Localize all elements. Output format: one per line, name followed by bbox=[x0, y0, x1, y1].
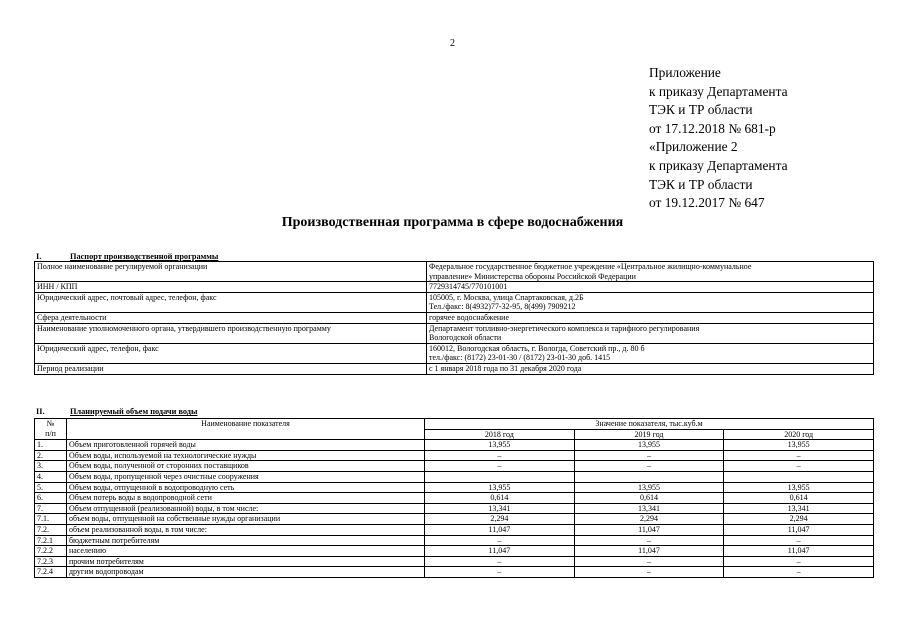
row-value: 13,955 bbox=[425, 440, 575, 451]
row-value: – bbox=[574, 450, 724, 461]
row-name: бюджетным потребителям bbox=[66, 535, 424, 546]
passport-value bbox=[427, 312, 874, 323]
passport-value-line: 160012, Вологодская область, г. Вологда, Советский пр., д. 80 б bbox=[429, 343, 645, 353]
passport-value-line: горячее водоснабжение bbox=[429, 312, 509, 322]
row-value: – bbox=[724, 461, 874, 472]
row-value: 0,614 bbox=[574, 493, 724, 504]
row-name: объем воды, отпущенной на собственные нужды организации bbox=[66, 514, 424, 525]
header-name: Наименование показателя bbox=[66, 419, 424, 440]
row-name: населению bbox=[66, 546, 424, 557]
header-num: № bbox=[46, 419, 55, 428]
row-number: 7. bbox=[35, 503, 67, 514]
passport-label: Юридический адрес, телефон, факс bbox=[35, 343, 427, 363]
volume-row bbox=[35, 567, 874, 578]
row-value bbox=[574, 471, 724, 482]
row-number: 7.2.4 bbox=[35, 567, 67, 578]
row-value: – bbox=[425, 567, 575, 578]
row-value: 11,047 bbox=[574, 546, 724, 557]
passport-value-line: Департамент топливно-энергетического комплекса и тарифного регулирования bbox=[429, 323, 700, 333]
passport-value-line: тел./факс: (8172) 23-01-30 / (8172) 23-01-30 доб. 1415 bbox=[429, 353, 611, 363]
row-value: 13,955 bbox=[724, 440, 874, 451]
passport-row bbox=[35, 282, 874, 293]
row-number: 3. bbox=[35, 461, 67, 472]
passport-value-line: Вологодской области bbox=[429, 333, 502, 343]
passport-label: ИНН / КПП bbox=[35, 282, 427, 293]
appendix-line: от 19.12.2017 № 647 bbox=[649, 195, 765, 211]
header-num-sub: п/п bbox=[45, 428, 56, 438]
header-value: Значение показателя, тыс.куб.м bbox=[425, 419, 874, 430]
row-name: Объем воды, пропущенной через очистные сооружения bbox=[66, 471, 424, 482]
passport-row bbox=[35, 292, 874, 312]
row-value: 13,955 bbox=[425, 482, 575, 493]
row-number: 7.2.1 bbox=[35, 535, 67, 546]
appendix-line: ТЭК и ТР области bbox=[649, 176, 753, 192]
row-value: 13,955 bbox=[574, 482, 724, 493]
row-value: 13,341 bbox=[574, 503, 724, 514]
volume-row bbox=[35, 556, 874, 567]
volume-row bbox=[35, 535, 874, 546]
passport-value bbox=[427, 282, 874, 293]
appendix-line: Приложение bbox=[649, 65, 721, 80]
section-1-number: I. bbox=[36, 252, 42, 261]
passport-row bbox=[35, 262, 874, 282]
passport-table-body bbox=[35, 262, 874, 375]
volume-row bbox=[35, 503, 874, 514]
appendix-line: от 17.12.2018 № 681-р bbox=[649, 120, 776, 136]
section-2-number: II. bbox=[36, 407, 45, 416]
passport-value bbox=[427, 292, 874, 312]
row-value: 0,614 bbox=[724, 493, 874, 504]
row-value: – bbox=[724, 535, 874, 546]
appendix-line: к приказу Департамента bbox=[649, 83, 788, 99]
row-number: 4. bbox=[35, 471, 67, 482]
passport-row bbox=[35, 363, 874, 374]
passport-value-line: с 1 января 2018 года по 31 декабря 2020 года bbox=[429, 363, 582, 373]
row-value: – bbox=[574, 556, 724, 567]
row-value: – bbox=[425, 556, 575, 567]
row-value: 11,047 bbox=[724, 524, 874, 535]
row-number: 2. bbox=[35, 450, 67, 461]
passport-table bbox=[34, 261, 874, 375]
row-number: 6. bbox=[35, 493, 67, 504]
passport-value-line: 7729314745/770101001 bbox=[429, 282, 508, 292]
row-number: 7.2.2 bbox=[35, 546, 67, 557]
volume-table bbox=[34, 418, 874, 578]
row-value bbox=[724, 471, 874, 482]
volume-row bbox=[35, 461, 874, 472]
row-value: 13,955 bbox=[574, 440, 724, 451]
passport-label: Полное наименование регулируемой организации bbox=[35, 262, 427, 282]
row-value: 13,341 bbox=[724, 503, 874, 514]
passport-value-line: Тел./факс: 8(4932)77-32-95, 8(499) 7909212 bbox=[429, 302, 576, 312]
volume-row bbox=[35, 493, 874, 504]
row-value bbox=[425, 471, 575, 482]
row-name: другим водопроводам bbox=[66, 567, 424, 578]
row-name: Объем потерь воды в водопроводной сети bbox=[66, 493, 424, 504]
passport-value bbox=[427, 363, 874, 374]
row-value: 11,047 bbox=[425, 546, 575, 557]
row-value: – bbox=[724, 556, 874, 567]
row-value: – bbox=[724, 567, 874, 578]
passport-label: Наименование уполномоченного органа, утвердившего производственную программу bbox=[35, 323, 427, 343]
row-value: 0,614 bbox=[425, 493, 575, 504]
document-title: Производственная программа в сфере водоснабжения bbox=[281, 215, 624, 230]
row-name: Объем воды, отпущенной в водопроводную сеть bbox=[66, 482, 424, 493]
row-name: Объем отпущенной (реализованной) воды, в том числе: bbox=[66, 503, 424, 514]
row-value: 2,294 bbox=[574, 514, 724, 525]
section-1-title: Паспорт производственной программы bbox=[70, 252, 219, 261]
row-value: – bbox=[425, 450, 575, 461]
row-number: 7.2. bbox=[35, 524, 67, 535]
volume-row bbox=[35, 440, 874, 451]
row-name: Объем приготовленной горячей воды bbox=[66, 440, 424, 451]
row-value: – bbox=[574, 535, 724, 546]
row-value: – bbox=[724, 450, 874, 461]
appendix-line: к приказу Департамента bbox=[649, 157, 788, 173]
page-number: 2 bbox=[450, 38, 455, 49]
header-year: 2019 год bbox=[574, 429, 724, 440]
volume-row bbox=[35, 524, 874, 535]
row-value: – bbox=[574, 461, 724, 472]
volume-row bbox=[35, 546, 874, 557]
volume-header-row bbox=[35, 419, 874, 430]
volume-row bbox=[35, 450, 874, 461]
row-name: Объем воды, используемой на технологические нужды bbox=[66, 450, 424, 461]
row-name: объем реализованной воды, в том числе: bbox=[66, 524, 424, 535]
volume-row bbox=[35, 471, 874, 482]
passport-label: Сфера деятельности bbox=[35, 312, 427, 323]
passport-value bbox=[427, 343, 874, 363]
passport-row bbox=[35, 343, 874, 363]
section-1-heading bbox=[36, 252, 218, 261]
section-2-heading bbox=[36, 407, 197, 416]
passport-label: Период реализации bbox=[35, 363, 427, 374]
row-value: – bbox=[425, 461, 575, 472]
row-number: 1. bbox=[35, 440, 67, 451]
passport-row bbox=[35, 312, 874, 323]
passport-value-line: управление» Министерства обороны Российской Федерации bbox=[429, 271, 636, 281]
appendix-block bbox=[649, 64, 788, 213]
volume-row bbox=[35, 514, 874, 525]
row-number: 5. bbox=[35, 482, 67, 493]
row-value: – bbox=[574, 567, 724, 578]
header-year: 2018 год bbox=[425, 429, 575, 440]
passport-value bbox=[427, 262, 874, 282]
volume-row bbox=[35, 482, 874, 493]
header-num-cell bbox=[35, 419, 67, 440]
row-value: 13,341 bbox=[425, 503, 575, 514]
row-name: прочим потребителям bbox=[66, 556, 424, 567]
row-value: 11,047 bbox=[724, 546, 874, 557]
section-2-title: Планируемый объем подачи воды bbox=[70, 407, 198, 416]
header-year: 2020 год bbox=[724, 429, 874, 440]
passport-value-line: Федеральное государственное бюджетное учреждение «Центральное жилищно-коммунальное bbox=[429, 262, 752, 271]
row-number: 7.1. bbox=[35, 514, 67, 525]
passport-value-line: 105005, г. Москва, улица Спартаковская, д.2Б bbox=[429, 292, 584, 302]
row-value: 11,047 bbox=[574, 524, 724, 535]
volume-table-body bbox=[35, 440, 874, 578]
row-value: 2,294 bbox=[724, 514, 874, 525]
appendix-line: «Приложение 2 bbox=[649, 139, 738, 155]
row-value: 13,955 bbox=[724, 482, 874, 493]
passport-label: Юридический адрес, почтовый адрес, телефон, факс bbox=[35, 292, 427, 312]
row-value: 11,047 bbox=[425, 524, 575, 535]
row-name: Объем воды, полученной от сторонних поставщиков bbox=[66, 461, 424, 472]
passport-row bbox=[35, 323, 874, 343]
appendix-line: ТЭК и ТР области bbox=[649, 102, 753, 118]
passport-value bbox=[427, 323, 874, 343]
row-number: 7.2.3 bbox=[35, 556, 67, 567]
row-value: 2,294 bbox=[425, 514, 575, 525]
row-value: – bbox=[425, 535, 575, 546]
